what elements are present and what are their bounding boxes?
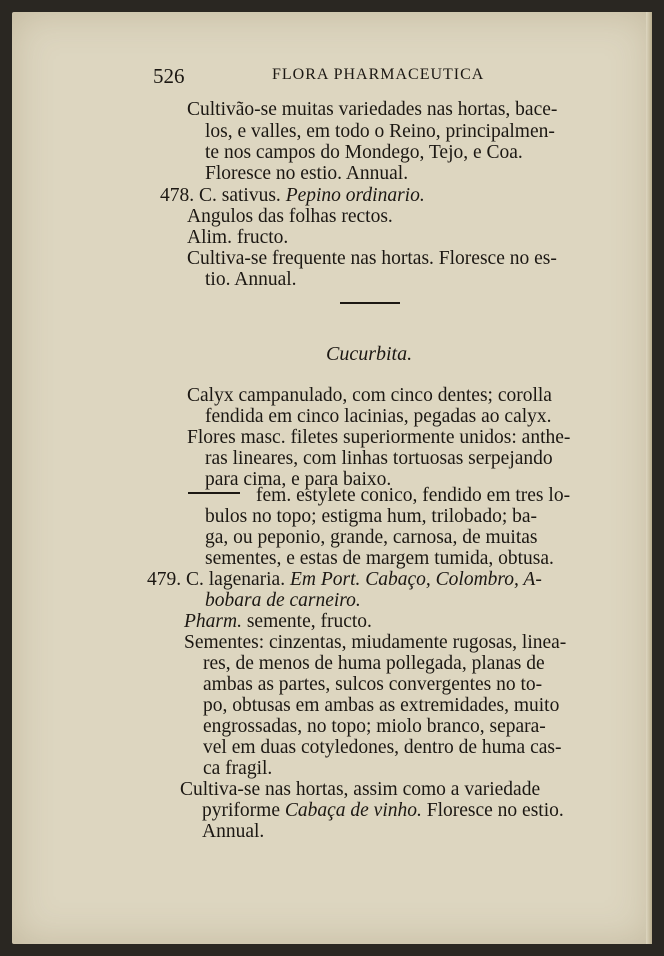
entry-number: 479. xyxy=(147,569,182,590)
entry-number: 478. xyxy=(160,185,195,206)
genus-heading: Cucurbita. xyxy=(326,343,413,365)
species-name: C. sativus. xyxy=(199,185,281,206)
text-line: bobara de carneiro. xyxy=(205,590,361,611)
ditto-dash xyxy=(188,492,240,494)
text-line: res, de menos de huma pollegada, planas de xyxy=(203,653,545,674)
text-line: Flores masc. filetes superiormente unidos: anthe- xyxy=(187,427,571,448)
text-line: Sementes: cinzentas, miudamente rugosas, linea- xyxy=(184,632,567,653)
running-title: FLORA PHARMACEUTICA xyxy=(272,66,485,83)
text-line: ambas as partes, sulcos convergentes no to- xyxy=(203,674,543,695)
species-name: C. lagenaria. xyxy=(186,569,286,590)
text-line: Cultiva-se nas hortas, assim como a variedade xyxy=(180,779,541,800)
text-line: sementes, e estas de margem tumida, obtusa. xyxy=(205,548,554,569)
text-line: Alim. fructo. xyxy=(187,227,289,248)
pharm-text: semente, fructo. xyxy=(246,611,372,632)
variety-name: Cabaça de vinho. xyxy=(284,800,422,821)
text-fragment: pyriforme xyxy=(202,800,280,821)
pharm-label: Pharm. xyxy=(184,611,242,632)
pharm-line xyxy=(184,612,372,632)
text-line: Cultivão-se muitas variedades nas hortas, bace- xyxy=(187,99,558,120)
text-line: vel em duas cotyledones, dentro de huma cas- xyxy=(203,737,562,758)
text-line: Angulos das folhas rectos. xyxy=(187,206,393,227)
text-line: te nos campos do Mondego, Tejo, e Coa. xyxy=(205,142,523,163)
text-line xyxy=(202,801,564,821)
text-line: Annual. xyxy=(202,821,265,842)
page-number: 526 xyxy=(153,64,185,88)
text-fragment: Floresce no estio. xyxy=(426,800,564,821)
text-line: tio. Annual. xyxy=(205,269,297,290)
text-line: fendida em cinco lacinias, pegadas ao calyx. xyxy=(205,406,552,427)
text-line: los, e valles, em todo o Reino, principalmen- xyxy=(205,121,555,142)
common-name: Pepino ordinario. xyxy=(285,185,425,206)
text-line: Cultiva-se frequente nas hortas. Floresce no es- xyxy=(187,248,557,269)
text-line: ca fragil. xyxy=(203,758,273,779)
text-line: para cima, e para baixo. xyxy=(205,469,392,490)
common-name: Em Port. Cabaço, Colombro, A- xyxy=(289,569,542,590)
text-line: Floresce no estio. Annual. xyxy=(205,163,409,184)
text-line: ras lineares, com linhas tortuosas serpejando xyxy=(205,448,553,469)
text-line: Calyx campanulado, com cinco dentes; corolla xyxy=(187,385,552,406)
text-line: ga, ou peponio, grande, carnosa, de muitas xyxy=(205,527,538,548)
text-line: po, obtusas em ambas as extremidades, muito xyxy=(203,695,560,716)
text-line: fem. estylete conico, fendido em tres lo- xyxy=(256,485,571,506)
section-divider xyxy=(340,302,400,304)
entry-478 xyxy=(160,186,425,206)
text-line: engrossadas, no topo; miolo branco, separa- xyxy=(203,716,546,737)
entry-479 xyxy=(147,570,542,590)
text-line: bulos no topo; estigma hum, trilobado; ba- xyxy=(205,506,538,527)
page-edge xyxy=(646,12,652,944)
